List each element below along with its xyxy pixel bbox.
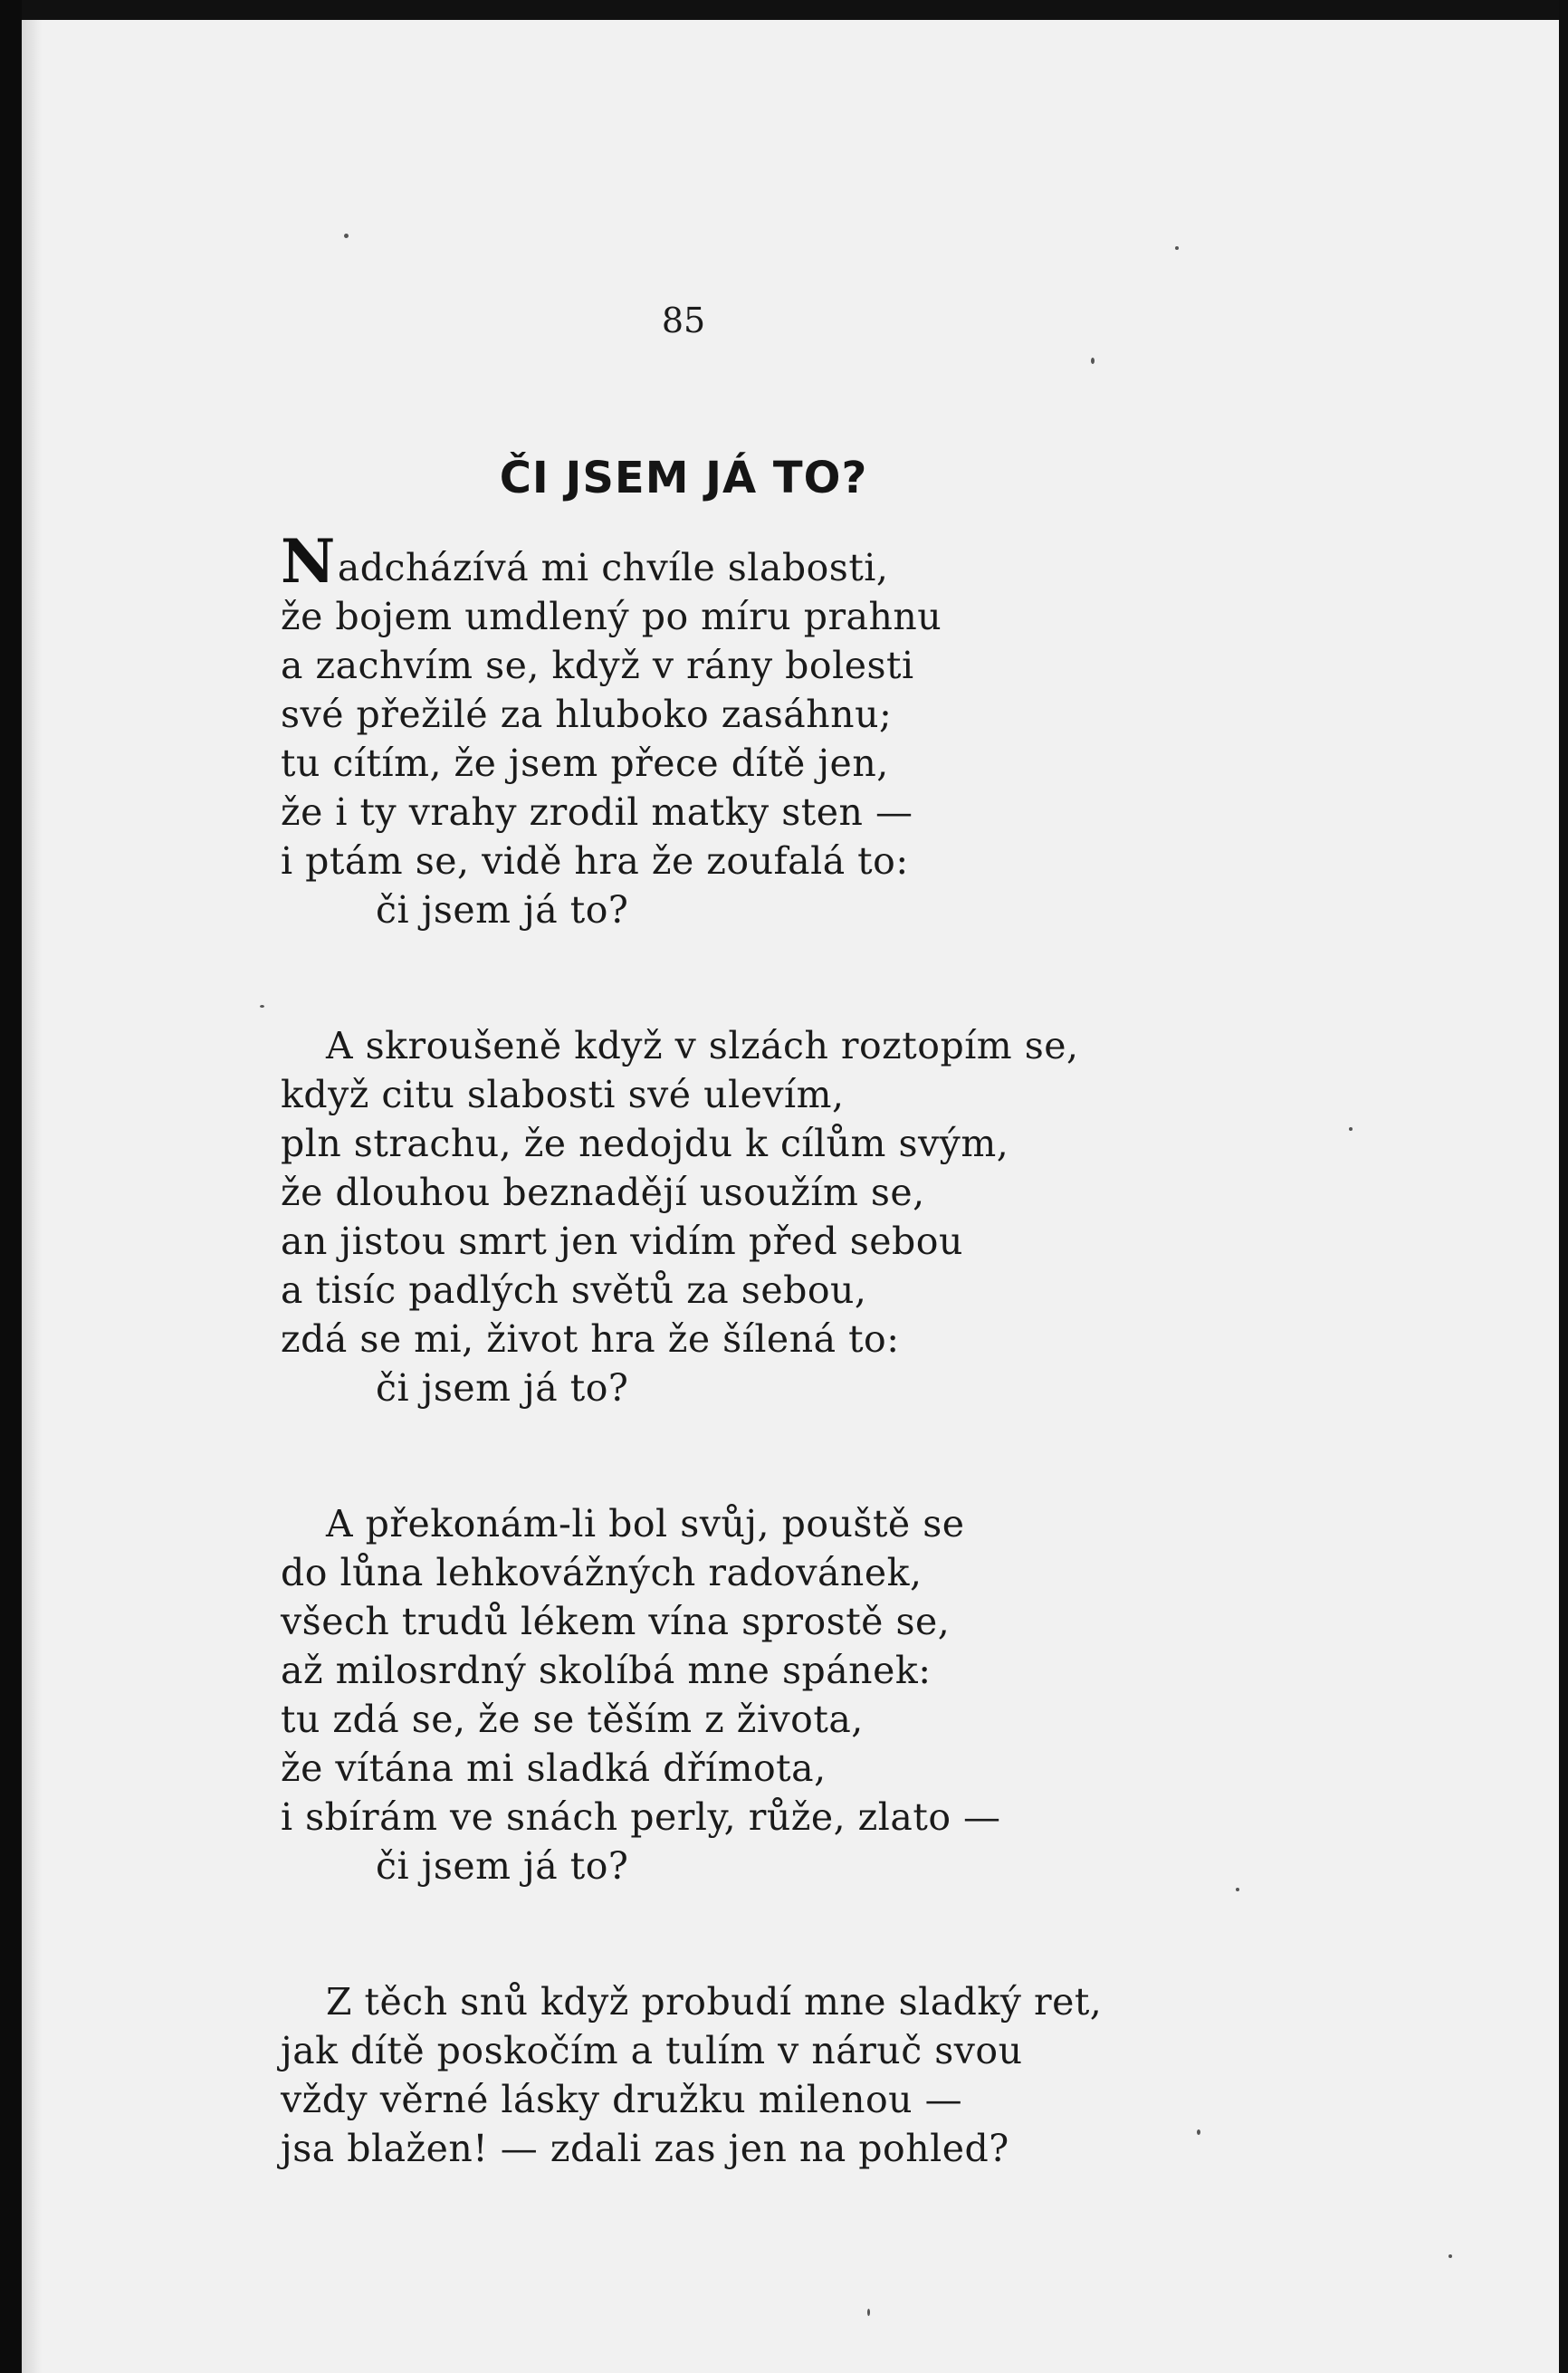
scan-speck [867, 2309, 870, 2316]
poem-line: jsa blažen! — zdali zas jen na pohled? [281, 2127, 1009, 2170]
scan-speck [1236, 1888, 1239, 1891]
refrain-line: či jsem já to? [376, 888, 629, 932]
scan-speck [1349, 1127, 1353, 1131]
scan-speck [260, 1005, 264, 1008]
poem-line: a tisíc padlých světů za sebou, [281, 1268, 867, 1312]
poem-line: pln strachu, že nedojdu k cílům svým, [281, 1122, 1009, 1165]
poem-line: že vítána mi sladká dřímota, [281, 1746, 827, 1790]
stanza-2 [281, 1021, 1186, 1412]
poem-line: zdá se mi, život hra že šílená to: [281, 1317, 900, 1361]
page-number: 85 [661, 301, 706, 340]
poem-line: A překonám-li bol svůj, pouště se [326, 1502, 965, 1545]
refrain-line: či jsem já to? [376, 1366, 629, 1410]
scan-speck [344, 234, 349, 238]
poem-line-text: adcházívá mi chvíle slabosti, [337, 546, 889, 589]
scan-speck [1197, 2129, 1200, 2135]
poem-line: i sbírám ve snách perly, růže, zlato — [281, 1795, 1001, 1839]
poem-body [281, 526, 1186, 2260]
poem-line: vždy věrné lásky družku milenou — [281, 2078, 963, 2121]
poem-line: do lůna lehkovážných radovánek, [281, 1551, 923, 1594]
poem-line: že bojem umdlený po míru prahnu [281, 595, 942, 638]
scan-speck [1175, 246, 1179, 250]
drop-cap: N [281, 526, 336, 597]
poem-line: své přežilé za hluboko zasáhnu; [281, 693, 893, 736]
poem-line: že dlouhou beznadějí usoužím se, [281, 1171, 925, 1214]
poem-line: tu zdá se, že se těším z života, [281, 1698, 864, 1741]
poem-title: ČI JSEM JÁ TO? [499, 453, 868, 503]
refrain-line: či jsem já to? [376, 1844, 629, 1888]
poem-line [281, 526, 1186, 597]
poem-line: Z těch snů když probudí mne sladký ret, [326, 1980, 1103, 2024]
poem-line: že i ty vrahy zrodil matky sten — [281, 790, 913, 834]
poem-line: až milosrdný skolíbá mne spánek: [281, 1649, 932, 1692]
poem-line: A skroušeně když v slzách roztopím se, [326, 1024, 1079, 1067]
poem-line: všech trudů lékem vína sprostě se, [281, 1600, 951, 1643]
stanza-4 [281, 1977, 1186, 2173]
scan-frame-left [0, 0, 22, 2373]
scan-speck [1091, 358, 1095, 364]
poem-line: když citu slabosti své ulevím, [281, 1073, 845, 1116]
poem-line: an jistou smrt jen vidím před sebou [281, 1220, 963, 1263]
poem-line: tu cítím, že jsem přece dítě jen, [281, 742, 889, 785]
poem-line: a zachvím se, když v rány bolesti [281, 644, 914, 687]
stanza-3 [281, 1499, 1186, 1890]
page-gutter-shadow [22, 20, 42, 2373]
scan-frame-top [0, 0, 1568, 20]
scan-speck [1448, 2254, 1452, 2258]
poem-line: jak dítě poskočím a tulím v náruč svou [281, 2029, 1023, 2072]
scan-frame-right [1559, 0, 1568, 2373]
poem-line: i ptám se, vidě hra že zoufalá to: [281, 839, 909, 883]
stanza-1 [281, 526, 1186, 934]
